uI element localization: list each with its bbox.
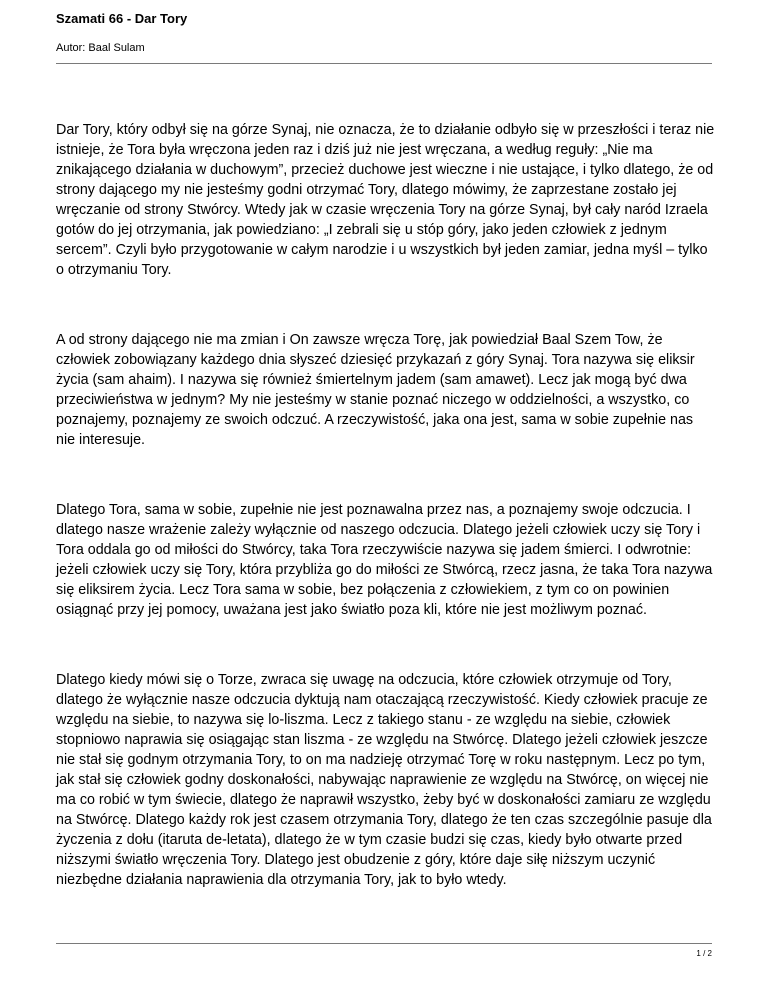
- document-header: [56, 11, 712, 55]
- paragraph-1: Dar Tory, który odbył się na górze Synaj, nie oznacza, że to działanie odbyło się w przeszłości i teraz nie istnieje, że Tora była wręczona jeden raz i dziś już nie jest wręczana, a według reguły: „Nie ma znikającego działania w duchowym”, przecież duchowe jest wieczne i nie ustające, i tylko dlatego, że od strony dającego my nie jesteśmy godni otrzymać Tory, dlatego mówimy, że zaprzestane zostało jej wręczanie od strony Stwórcy. Wtedy jak w czasie wręczenia Tory na górze Synaj, był cały naród Izraela gotów do jej otrzymania, jak powiedziano: „I zebrali się u stóp góry, jako jeden człowiek z jednym sercem”. Czyli było przygotowanie w całym narodzie i u wszystkich był jeden zamiar, jedna myśl – tylko o otrzymaniu Tory.: [56, 122, 715, 278]
- paragraph-2: A od strony dającego nie ma zmian i On zawsze wręcza Torę, jak powiedział Baal Szem Tow, że człowiek zobowiązany każdego dnia słyszeć dziesięć przykazań z góry Synaj. Tora nazywa się eliksir życia (sam ahaim). I nazywa się również śmiertelnym jadem (sam amawet). Lecz jak mogą być dwa przeciwieństwa w jednym? My nie jesteśmy w stanie poznać niczego w oddzielności, a wszystko, co poznajemy, poznajemy ze swoich odczuć. A rzeczywistość, jaka ona jest, sama w sobie zupełnie nas nie interesuje.: [56, 332, 695, 448]
- header-divider: [56, 63, 712, 64]
- page-number: 1 / 2: [696, 949, 712, 958]
- paragraph-3: Dlatego Tora, sama w sobie, zupełnie nie jest poznawalna przez nas, a poznajemy swoje odczucia. I dlatego nasze wrażenie zależy wyłącznie od naszego odczucia. Dlatego jeżeli człowiek uczy się Tory i Tora oddala go od miłości do Stwórcy, taka Tora rzeczywiście nazywa się jadem śmierci. I odwrotnie: jeżeli człowiek uczy się Tory, która przybliża go do miłości ze Stwórcą, rzecz jasna, że taka Tora nazywa się eliksirem życia. Lecz Tora sama w sobie, bez połączenia z człowiekiem, z tym co on powinien osiągnąć przy jej pomocy, uważana jest jako światło poza kli, które nie jest możliwym poznać.: [56, 502, 713, 618]
- document-author: Autor: Baal Sulam: [56, 42, 145, 54]
- document-title: Szamati 66 - Dar Tory: [56, 11, 188, 26]
- footer-divider: [56, 943, 712, 944]
- document-body: [56, 120, 716, 940]
- paragraph-4: Dlatego kiedy mówi się o Torze, zwraca się uwagę na odczucia, które człowiek otrzymuje od Tory, dlatego że wyłącznie nasze odczucia dyktują nam otaczającą rzeczywistość. Kiedy człowiek pracuje ze względu na siebie, to nazywa się lo-liszma. Lecz z takiego stanu - ze względu na siebie, człowiek stopniowo naprawia się osiągając stan liszma - ze względu na Stwórcę. Dlatego jeżeli człowiek jeszcze nie stał się godnym otrzymania Tory, to on ma nadzieję otrzymać Torę w roku następnym. Lecz po tym, jak stał się człowiek godny doskonałości, nabywając naprawienie ze względu na Stwórcę, on więcej nie ma co robić w tym świecie, dlatego że naprawił wszystko, żeby być w doskonałości zamiaru ze względu na Stwórcę. Dlatego każdy rok jest czasem otrzymania Tory, dlatego że ten czas szczególnie pasuje dla życzenia z dołu (itaruta de-letata), dlatego że w tym czasie budzi się czas, kiedy było otwarte przed niższymi światło wręczenia Tory. Dlatego jest obudzenie z góry, które daje siłę niższym uczynić niezbędne działania naprawienia dla otrzymania Tory, jak to było wtedy.: [56, 672, 712, 888]
